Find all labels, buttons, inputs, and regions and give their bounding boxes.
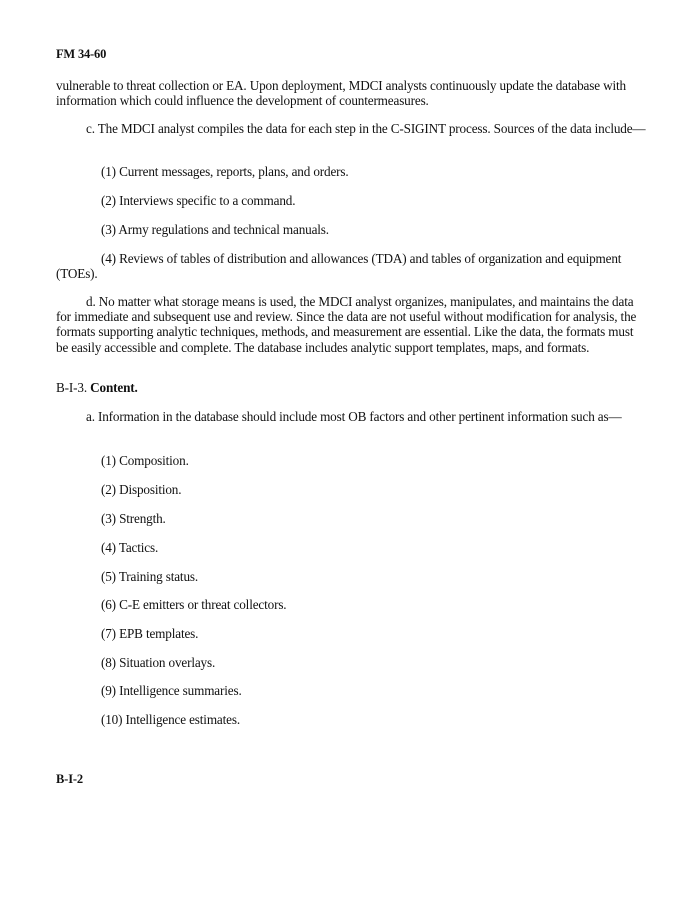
factor-item-5: (5) Training status. (101, 569, 199, 584)
paragraph-a: a. Information in the database should include most OB factors and other pertinent information such as— (86, 409, 622, 424)
factor-item-7: (7) EPB templates. (101, 626, 199, 641)
source-item-4: (4) Reviews of tables of distribution and allowances (TDA) and tables of organization and equipment (TOEs). (56, 251, 622, 282)
factor-item-8: (8) Situation overlays. (101, 655, 216, 670)
paragraph-d: d. No matter what storage means is used, the MDCI analyst organizes, manipulates, and maintains the data for immediate and subsequent use and review. Since the data are not useful without modification for analysis, the formats supporting analytic techniques, methods, and measurement are essential. Like the data, the formats must be easily accessible and complete. The database includes analytic support templates, maps, and formats. (56, 294, 637, 355)
paragraph-c: c. The MDCI analyst compiles the data for each step in the C-SIGINT process. Sources of the data include— (86, 121, 646, 136)
factor-item-1: (1) Composition. (101, 453, 189, 468)
source-item-2: (2) Interviews specific to a command. (101, 193, 296, 208)
section-heading (56, 380, 646, 395)
intro-paragraph: vulnerable to threat collection or EA. Upon deployment, MDCI analysts continuously update the database with information which could influence the development of countermeasures. (56, 78, 626, 109)
section-number: B-I-3. (56, 380, 87, 395)
page-header: FM 34-60 (56, 47, 107, 61)
page-footer: B-I-2 (56, 772, 84, 786)
factor-item-2: (2) Disposition. (101, 482, 182, 497)
factor-item-6: (6) C-E emitters or threat collectors. (101, 597, 287, 612)
factor-item-10: (10) Intelligence estimates. (101, 712, 240, 727)
factor-item-3: (3) Strength. (101, 511, 166, 526)
source-item-3: (3) Army regulations and technical manuals. (101, 222, 329, 237)
source-item-1: (1) Current messages, reports, plans, and orders. (101, 164, 349, 179)
factor-item-4: (4) Tactics. (101, 540, 159, 555)
section-title: Content. (90, 380, 138, 395)
factor-item-9: (9) Intelligence summaries. (101, 683, 242, 698)
